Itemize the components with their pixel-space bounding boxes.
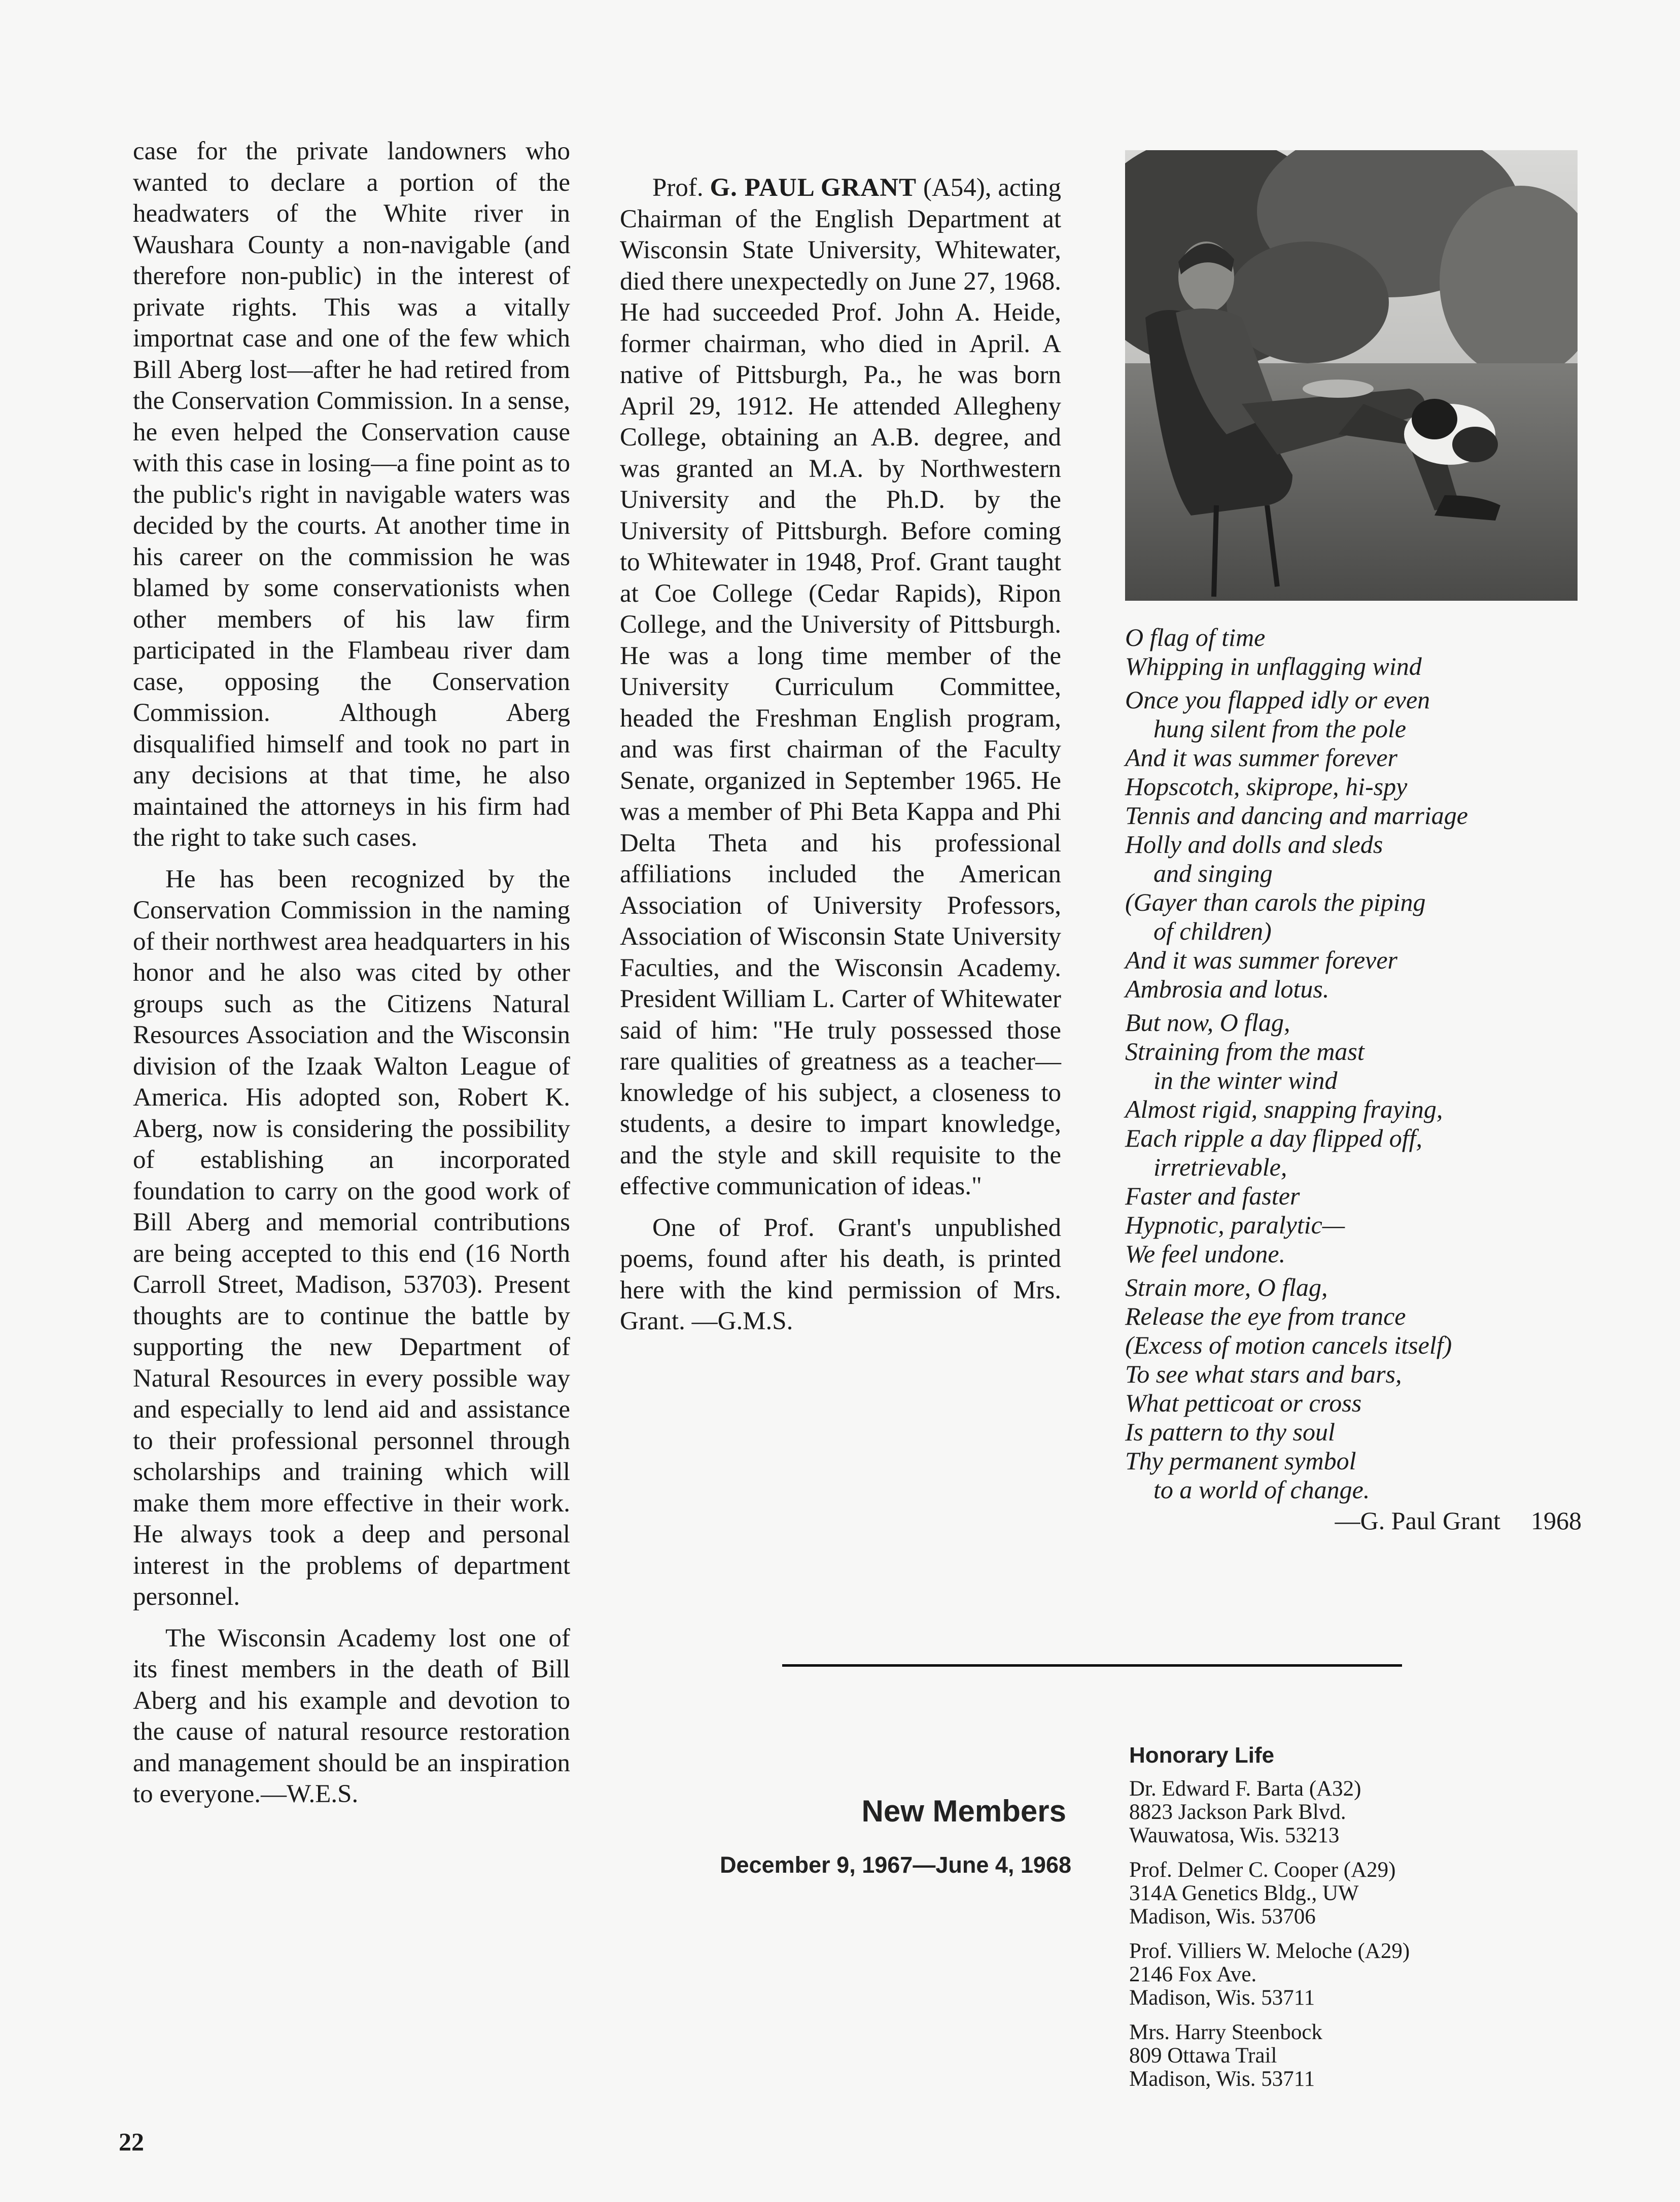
poem-line: and singing [1153,859,1273,887]
poem-line: (Excess of motion cancels itself) [1125,1331,1452,1359]
member-entry [1129,1777,1586,1847]
poem-line: in the winter wind [1153,1066,1338,1094]
poem-line: What petticoat or cross [1125,1389,1362,1417]
member-name: Dr. Edward F. Barta (A32) [1129,1777,1361,1801]
poem-line: We feel undone. [1125,1240,1286,1268]
member-address-line: Wauwatosa, Wis. 53213 [1129,1823,1340,1847]
poem-line: to a world of change. [1153,1475,1370,1504]
member-address-line: Madison, Wis. 53706 [1129,1905,1316,1929]
poem-line: Once you flapped idly or even [1125,685,1430,714]
poem-signature [1125,1506,1582,1535]
member-entry [1129,1940,1586,2010]
poem-line: And it was summer forever [1125,946,1397,974]
member-address-line: 2146 Fox Ave. [1129,1963,1257,1986]
aberg-column [133,136,570,1820]
poem-line: of children) [1153,917,1272,945]
poem-line: (Gayer than carols the piping [1125,888,1426,916]
poem-line: Hopscotch, skiprope, hi-spy [1125,772,1408,801]
grant-paragraph-1-text: (A54), acting Chairman of the English Department at Wisconsin State University, Whitewater, died there unexpectedly on June 27, 1968. He had succeeded Prof. John A. Heide, former chairman, who died in April. A native of Pittsburgh, Pa., he was born April 29, 1912. He attended Allegheny College, obtaining an A.B. degree, and was granted an M.A. by Northwestern University and the Ph.D. by the University of Pittsburgh. Before coming to Whitewater in 1948, Prof. Grant taught at Coe College (Cedar Rapids), Ripon College, and the University of Pittsburgh. He was a long time member of the University Curriculum Committee, headed the Freshman English program, and was first chairman of the Faculty Senate, organized in September 1965. He was a member of Phi Beta Kappa and Phi Delta Theta and his professional affiliations included the American Association of University Professors, Association of Wisconsin State University Faculties, and the Wisconsin Academy. President William L. Carter of Whitewater said of him: "He truly possessed those rare qualities of greatness as a teacher—knowledge of his subject, a closeness to students, a desire to impart knowledge, and the style and skill requisite to the effective communication of ideas." [620,174,1061,1200]
poem-author: —G. Paul Grant [1335,1506,1500,1535]
member-address-line: 314A Genetics Bldg., UW [1129,1881,1359,1905]
member-address-line: Madison, Wis. 53711 [1129,1986,1315,2010]
poem-line: Hypnotic, paralytic— [1125,1211,1345,1239]
grant-column [620,173,1061,1348]
poem-line: But now, O flag, [1125,1008,1290,1037]
poem-line: irretrievable, [1153,1153,1287,1181]
member-address-line: 8823 Jackson Park Blvd. [1129,1800,1346,1824]
grant-paragraph-2: One of Prof. Grant's unpublished poems, found after his death, is printed here with the kind permission of Mrs. Grant. —G.M.S. [620,1213,1061,1335]
aberg-paragraph-2: He has been recognized by the Conservation Commission in the naming of their northwest area headquarters in his honor and he also was cited by other groups such as the Citizens Natural Resources Association and the Wisconsin division of the Izaak Walton League of America. His adopted son, Robert K. Aberg, now is considering the possibility of establishing an incorporated foundation to carry on the good work of Bill Aberg and memorial contributions are being accepted to this end (16 North Carroll Street, Madison, 53703). Present thoughts are to continue the battle by supporting the new Department of Natural Resources in every possible way and especially to lend aid and assistance to their professional personnel through scholarships and training which will make them more effective in their work. He always took a deep and personal interest in the problems of department personnel. [133,865,570,1611]
poem-line: O flag of time [1125,623,1266,651]
member-name: Mrs. Harry Steenbock [1129,2020,1322,2044]
member-entry [1129,1859,1586,1929]
poem-line: Is pattern to thy soul [1125,1418,1335,1446]
page-number: 22 [119,2127,144,2156]
member-name: Prof. Delmer C. Cooper (A29) [1129,1858,1396,1882]
poem-year: 1968 [1531,1506,1582,1535]
poem-line: Whipping in unflagging wind [1125,652,1422,680]
poem-line: Strain more, O flag, [1125,1273,1328,1301]
member-name: Prof. Villiers W. Meloche (A29) [1129,1939,1410,1963]
grant-lead: Prof. [652,174,710,202]
poem-line: Straining from the mast [1125,1037,1364,1065]
poem-line: Ambrosia and lotus. [1125,975,1329,1003]
aberg-paragraph-1: case for the private landowners who wanted to declare a portion of the headwaters of the White river in Waushara County a non-navigable (and therefore non-public) in the interest of private rights. This was a vitally importnat case and one of the few which Bill Aberg lost—after he had retired from the Conservation Commission. In a sense, he even helped the Conservation cause with this case in losing—a fine point as to the public's right in navigable waters was decided by the courts. At another time in his career on the commission he was blamed by some conservationists when other members of his law firm participated in the Flambeau river dam case, opposing the Conservation Commission. Although Aberg disqualified himself and took no part in any decisions at that time, he also maintained the attorneys in his firm had the right to take such cases. [133,137,570,852]
grant-photograph [1125,150,1578,601]
member-entry [1129,2021,1586,2091]
poem-line: Thy permanent symbol [1125,1447,1356,1475]
poem-line: Almost rigid, snapping fraying, [1125,1095,1443,1123]
members-list [1129,1743,1586,2102]
poem-line: Release the eye from trance [1125,1302,1406,1330]
poem-line: Faster and faster [1125,1182,1300,1210]
grant-paragraph-1 [620,173,1061,1202]
aberg-paragraph-3: The Wisconsin Academy lost one of its finest members in the death of Bill Aberg and his example and devotion to the cause of natural resource restoration and management should be an inspiration to everyone.—W.E.S. [133,1624,570,1808]
poem-line: And it was summer forever [1125,743,1397,772]
poem-line: hung silent from the pole [1153,714,1407,743]
poem-line: Holly and dolls and sleds [1125,830,1383,858]
honorary-life-heading: Honorary Life [1129,1743,1275,1768]
member-address-line: Madison, Wis. 53711 [1129,2067,1315,2091]
member-address-line: 809 Ottawa Trail [1129,2044,1277,2068]
photo-illustration [1125,150,1578,601]
poem-line: Each ripple a day flipped off, [1125,1124,1423,1152]
poem-line: To see what stars and bars, [1125,1360,1402,1388]
new-members-title: New Members [861,1794,1066,1828]
section-divider [782,1664,1402,1667]
poem [1125,623,1582,1535]
grant-name: G. PAUL GRANT [710,174,917,202]
poem-line: Tennis and dancing and marriage [1125,801,1468,830]
new-members-dates: December 9, 1967—June 4, 1968 [720,1852,1071,1878]
